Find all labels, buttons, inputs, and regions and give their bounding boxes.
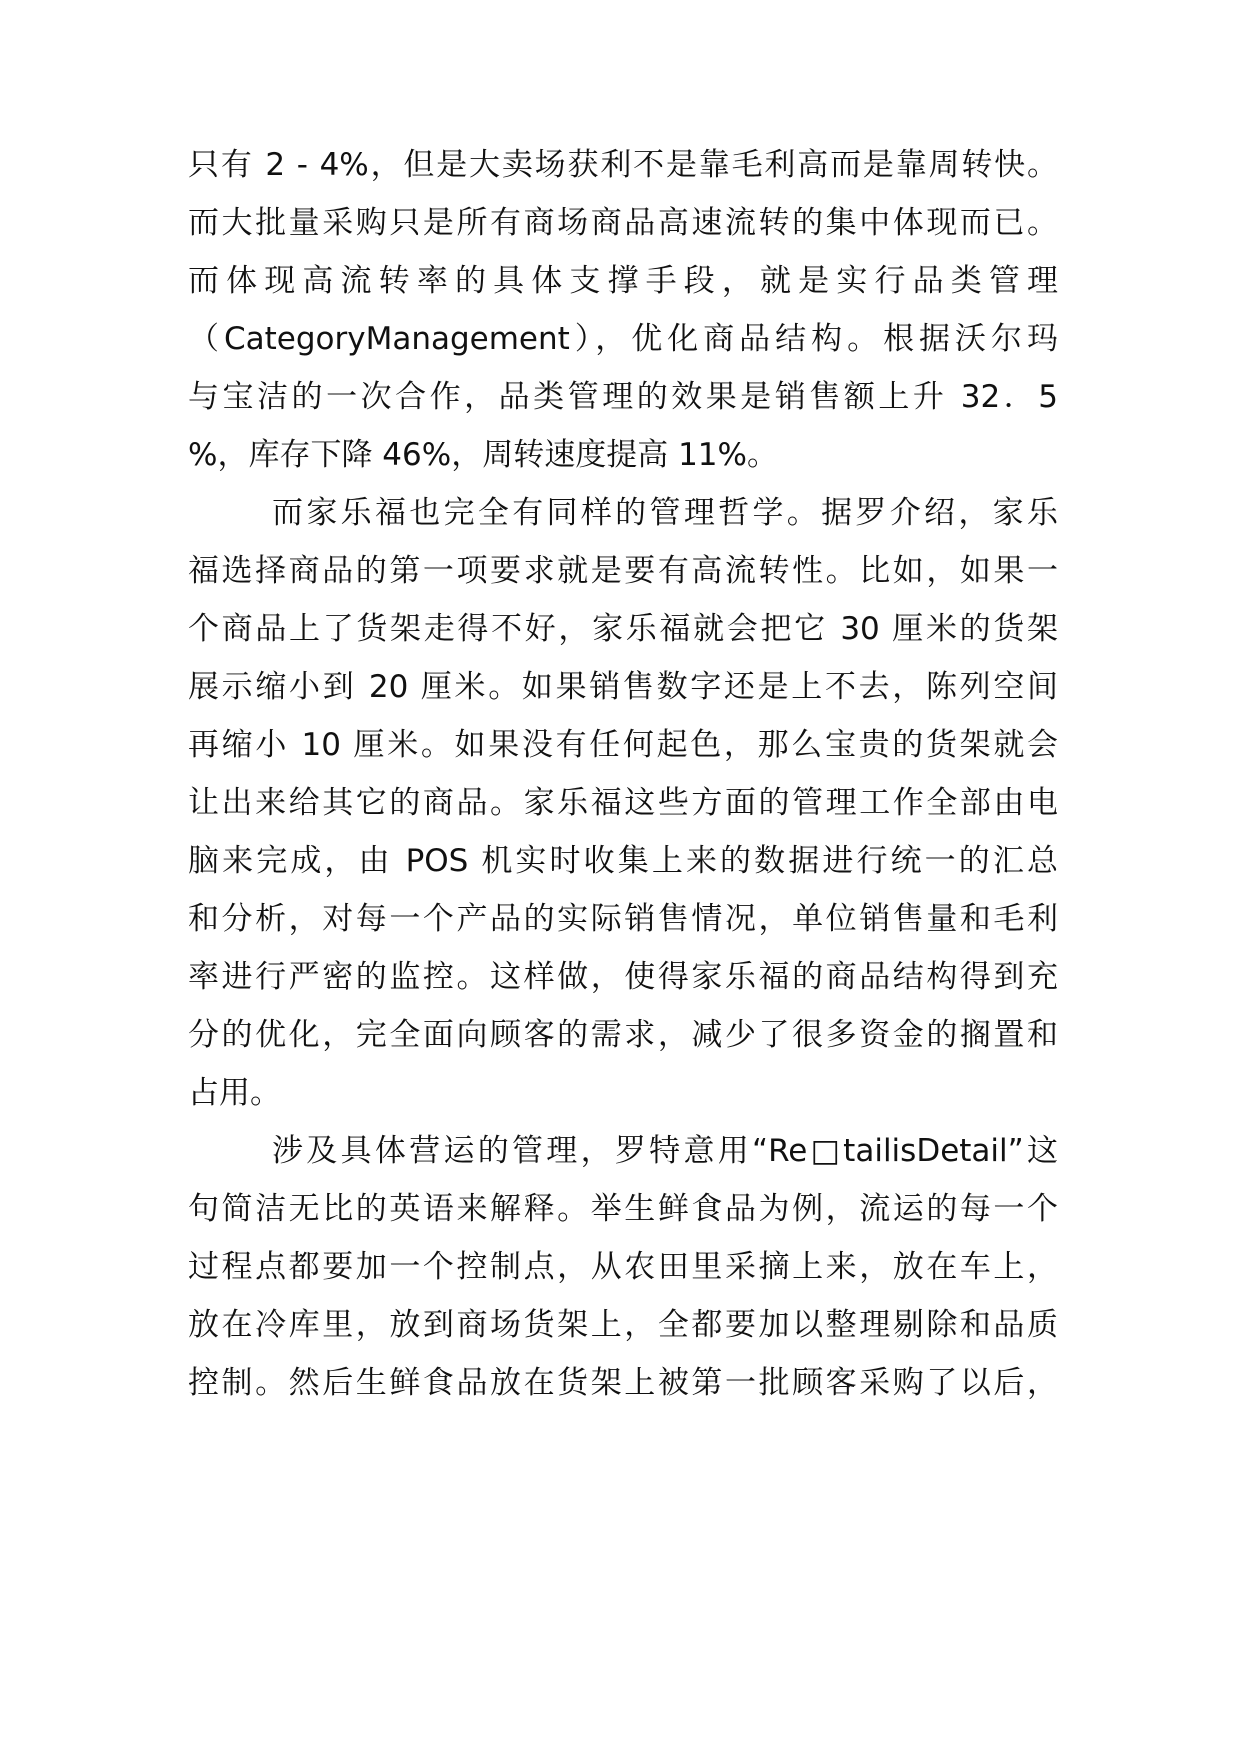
text-line: （CategoryManagement），优化商品结构。根据沃尔玛	[188, 321, 1058, 357]
text-line: 福选择商品的第一项要求就是要有高流转性。比如，如果一	[188, 553, 1058, 589]
text-line: 率进行严密的监控。这样做，使得家乐福的商品结构得到充	[188, 959, 1058, 995]
text-line: 展示缩小到 20 厘米。如果销售数字还是上不去，陈列空间	[188, 669, 1058, 705]
text-line: 占用。	[188, 1075, 281, 1111]
text-line: 而大批量采购只是所有商场商品高速流转的集中体现而已。	[188, 205, 1058, 241]
text-line: 句简洁无比的英语来解释。举生鲜食品为例，流运的每一个	[188, 1191, 1058, 1227]
text-line: 与宝洁的一次合作，品类管理的效果是销售额上升 32．5	[188, 379, 1058, 415]
text-line: 让出来给其它的商品。家乐福这些方面的管理工作全部由电	[188, 785, 1058, 821]
text-line: %，库存下降 46%，周转速度提高 11%。	[188, 437, 778, 473]
text-line: 和分析，对每一个产品的实际销售情况，单位销售量和毛利	[188, 901, 1058, 937]
paragraph-first-line: 而家乐福也完全有同样的管理哲学。据罗介绍，家乐	[272, 495, 1058, 531]
text-line: 放在冷库里，放到商场货架上，全都要加以整理剔除和品质	[188, 1307, 1058, 1343]
text-line: 脑来完成，由 POS 机实时收集上来的数据进行统一的汇总	[188, 843, 1058, 879]
text-line: 个商品上了货架走得不好，家乐福就会把它 30 厘米的货架	[188, 611, 1058, 647]
paragraph-first-line: 涉及具体营运的管理，罗特意用“Re□tailisDetail”这	[272, 1133, 1058, 1169]
text-line: 控制。然后生鲜食品放在货架上被第一批顾客采购了以后，	[188, 1365, 1058, 1401]
text-line: 再缩小 10 厘米。如果没有任何起色，那么宝贵的货架就会	[188, 727, 1058, 763]
text-line: 分的优化，完全面向顾客的需求，减少了很多资金的搁置和	[188, 1017, 1058, 1053]
text-line: 而体现高流转率的具体支撑手段，就是实行品类管理	[188, 263, 1058, 299]
text-line: 只有 2 - 4%，但是大卖场获利不是靠毛利高而是靠周转快。	[188, 147, 1058, 183]
text-line: 过程点都要加一个控制点，从农田里采摘上来，放在车上，	[188, 1249, 1058, 1285]
